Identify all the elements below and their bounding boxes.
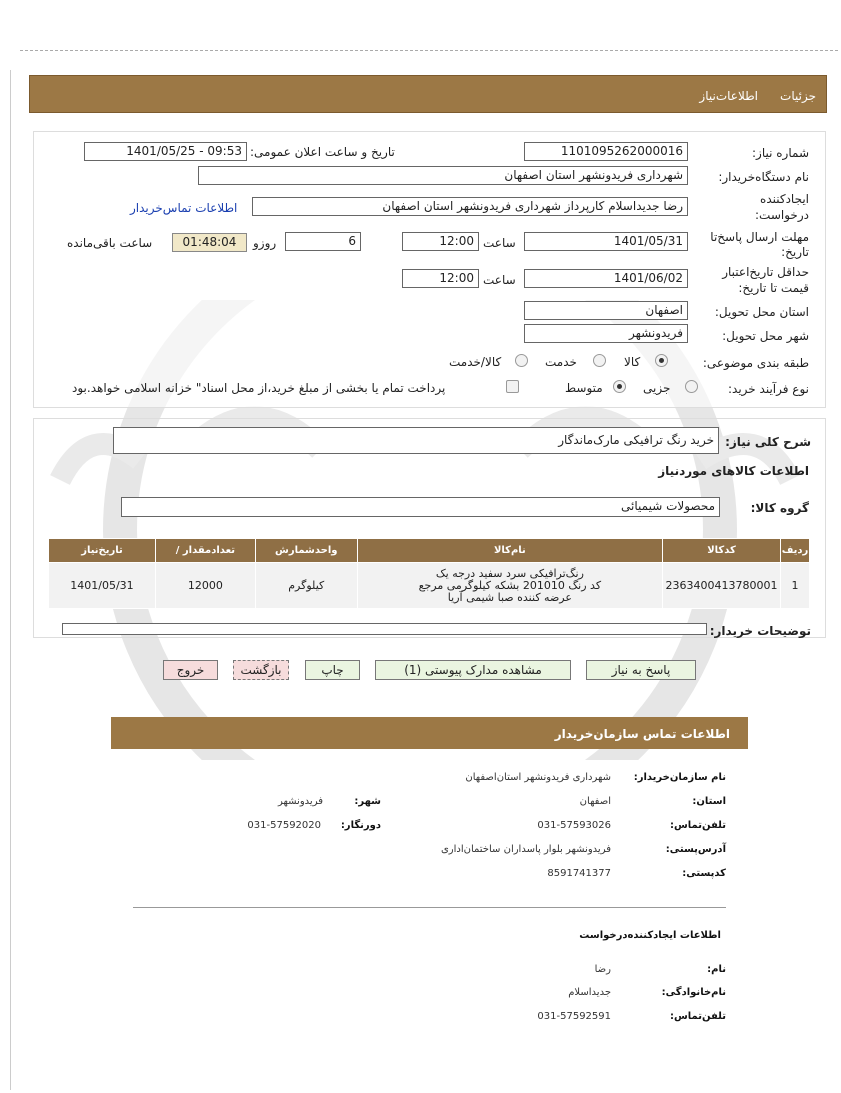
col-qty: تعدادمقدار / <box>155 539 255 563</box>
contact-divider <box>133 907 726 908</box>
process-radio-medium[interactable] <box>613 380 626 393</box>
process-option-medium: متوسط <box>565 381 603 395</box>
contact-address-value: فریدونشهر بلوار پاسداران ساختمان‌اداری <box>440 844 611 855</box>
cell-unit: کیلوگرم <box>255 563 357 609</box>
creator-family-label: نام‌خانوادگی: <box>661 987 726 998</box>
creator-info-title: اطلاعات ایجادکننده‌درخواست <box>579 930 721 941</box>
general-desc-field[interactable]: خرید رنگ ترافیکی مارک‌ماندگار <box>113 427 719 454</box>
category-radio-goods-service[interactable] <box>515 354 528 367</box>
category-radio-service[interactable] <box>593 354 606 367</box>
remaining-label: ساعت باقی‌مانده <box>67 236 153 250</box>
contact-postal-label: کدپستی: <box>682 868 726 879</box>
creator-label-2: درخواست: <box>755 208 809 222</box>
buyer-org-field[interactable]: شهرداری فریدونشهر استان اصفهان <box>198 166 688 185</box>
attachments-button[interactable]: مشاهده مدارک پیوستی (1) <box>375 660 571 680</box>
contact-phone-label: تلفن‌تماس: <box>669 820 726 831</box>
province-field[interactable]: اصفهان <box>524 301 688 320</box>
announce-label: تاریخ و ساعت اعلان عمومی: <box>250 145 395 159</box>
validity-label-1: حداقل تاریخ‌اعتبار <box>722 265 809 279</box>
cell-qty: 12000 <box>155 563 255 609</box>
goods-table-header <box>49 539 810 563</box>
category-option-goods: کالا <box>624 355 641 369</box>
creator-field[interactable]: رضا جدیداسلام کارپرداز شهرداری فریدونشهر استان اصفهان <box>252 197 688 216</box>
col-row: ردیف <box>781 539 810 563</box>
remaining-time-field: 01:48:04 <box>172 233 247 252</box>
cell-name-line-3: عرضه کننده صبا شیمی آریا <box>447 590 572 604</box>
tab-need-info[interactable]: اطلاعات‌نیاز <box>699 89 758 103</box>
contact-fax-label: دورنگار: <box>340 820 381 831</box>
deadline-time-field[interactable]: 12:00 <box>402 232 479 251</box>
top-dashed-rule <box>20 50 838 51</box>
cell-name <box>357 563 662 609</box>
category-label: طبقه بندی موضوعی: <box>702 356 809 370</box>
exit-button[interactable]: خروج <box>163 660 218 680</box>
day-label: روزو <box>253 236 277 250</box>
creator-name-value: رضا <box>594 964 611 975</box>
goods-info-title: اطلاعات کالاهای موردنیاز <box>658 464 809 478</box>
contact-fax-value: 031-57592020 <box>247 820 321 831</box>
creator-phone-label: تلفن‌تماس: <box>669 1011 726 1022</box>
creator-phone-value: 031-57592591 <box>537 1011 611 1022</box>
process-radio-minor[interactable] <box>685 380 698 393</box>
col-code: کدکالا <box>663 539 781 563</box>
cell-row: 1 <box>781 563 810 609</box>
contact-header <box>111 717 748 749</box>
validity-time-field[interactable]: 12:00 <box>402 269 479 288</box>
col-date: تاریخ‌نیاز <box>49 539 156 563</box>
need-number-field[interactable]: 1101095262000016 <box>524 142 688 161</box>
category-radio-goods[interactable] <box>655 354 668 367</box>
process-label: نوع فرآیند خرید: <box>728 382 809 396</box>
goods-group-label: گروه کالا: <box>750 501 809 515</box>
deadline-label-2: تاریخ: <box>781 245 809 259</box>
contact-city-value: فریدونشهر <box>278 796 323 807</box>
cell-name-line-1: رنگ‌ترافیکی سرد سفید درجه یک <box>435 566 584 580</box>
buyer-notes-label: توضیحات خریدار: <box>709 624 811 638</box>
contact-province-value: اصفهان <box>579 796 611 807</box>
city-field[interactable]: فریدونشهر <box>524 324 688 343</box>
buyer-org-label: نام دستگاه‌خریدار: <box>718 170 809 184</box>
deadline-label-1: مهلت ارسال پاسخ‌تا <box>710 230 809 244</box>
col-unit: واحدشمارش <box>255 539 357 563</box>
org-name-label: نام سازمان‌خریدار: <box>633 772 726 783</box>
buyer-notes-field[interactable] <box>62 623 707 635</box>
back-button[interactable]: بازگشت <box>233 660 289 680</box>
cell-name-line-2: کد رنگ 201010 بشکه کیلوگرمی مرجع <box>418 578 602 592</box>
need-info-header <box>29 75 827 113</box>
announce-field[interactable]: 1401/05/25 - 09:53 <box>84 142 247 161</box>
category-option-service: خدمت <box>545 355 577 369</box>
contact-phone-value: 031-57593026 <box>537 820 611 831</box>
goods-group-field[interactable]: محصولات شیمیائی <box>121 497 720 517</box>
treasury-payment-checkbox[interactable] <box>506 380 519 393</box>
deadline-time-label: ساعت <box>483 236 516 250</box>
contact-postal-value: 8591741377 <box>547 868 611 879</box>
contact-city-label: شهر: <box>354 796 381 807</box>
col-name: نام‌کالا <box>357 539 662 563</box>
org-name-value: شهرداری فریدونشهر استان‌اصفهان <box>465 772 611 783</box>
need-number-label: شماره نیاز: <box>752 146 809 160</box>
contact-address-label: آدرس‌پستی: <box>665 844 726 855</box>
table-row <box>49 563 810 609</box>
goods-table <box>48 538 810 609</box>
buyer-contact-link[interactable]: اطلاعات تماس‌خریدار <box>130 201 238 215</box>
contact-title: اطلاعات تماس سازمان‌خریدار <box>554 727 730 741</box>
category-option-goods-service: کالا/خدمت <box>449 355 502 369</box>
city-label: شهر محل تحویل: <box>722 329 809 343</box>
province-label: استان محل تحویل: <box>714 305 809 319</box>
creator-name-label: نام: <box>707 964 726 975</box>
validity-label-2: قیمت تا تاریخ: <box>738 281 809 295</box>
validity-date-field[interactable]: 1401/06/02 <box>524 269 688 288</box>
treasury-payment-note: پرداخت تمام یا بخشی از مبلغ خرید،از محل اسناد" خزانه اسلامی خواهد.بود <box>72 381 446 395</box>
cell-date: 1401/05/31 <box>49 563 156 609</box>
contact-province-label: استان: <box>692 796 726 807</box>
tab-details[interactable]: جزئیات <box>780 89 816 103</box>
validity-time-label: ساعت <box>483 273 516 287</box>
creator-label-1: ایجادکننده <box>760 192 809 206</box>
process-option-minor: جزیی <box>643 381 671 395</box>
creator-family-value: جدیداسلام <box>568 987 611 998</box>
print-button[interactable]: چاپ <box>305 660 360 680</box>
cell-code: 2363400413780001 <box>663 563 781 609</box>
days-field[interactable]: 6 <box>285 232 361 251</box>
respond-button[interactable]: پاسخ به نیاز <box>586 660 696 680</box>
general-desc-label: شرح کلی نیاز: <box>725 435 811 449</box>
deadline-date-field[interactable]: 1401/05/31 <box>524 232 688 251</box>
